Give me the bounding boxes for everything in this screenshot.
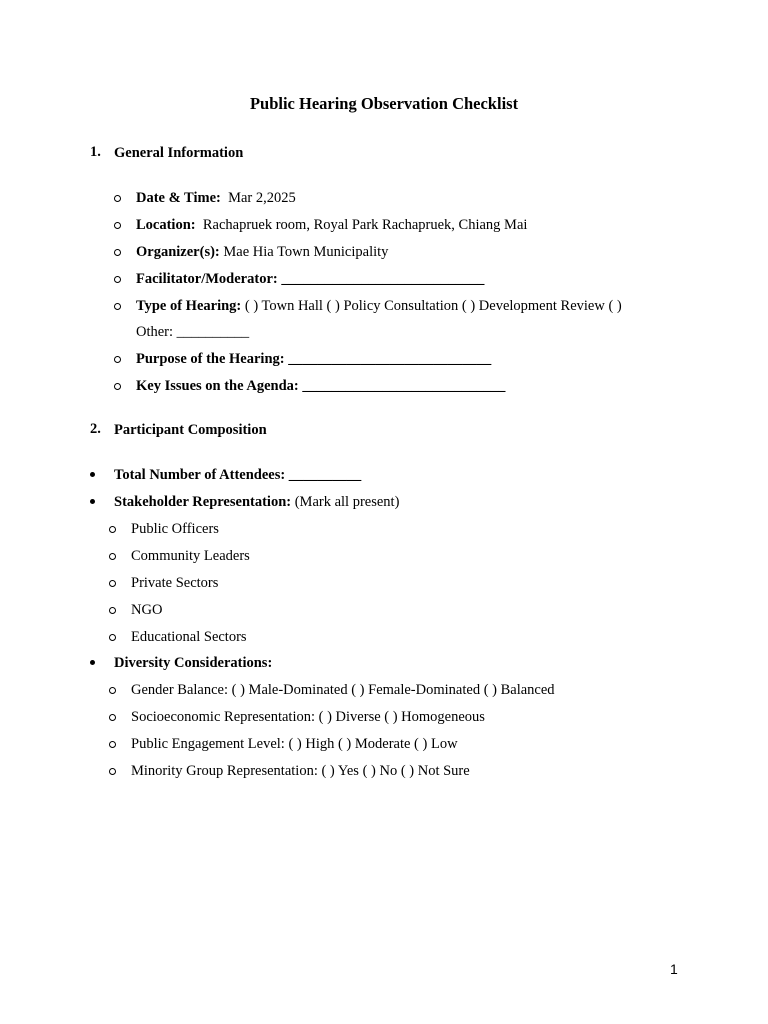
facilitator-item: Facilitator/Moderator: ____________________________	[136, 271, 485, 287]
circle-bullet-icon	[109, 526, 116, 533]
diversity-option: Public Engagement Level: ( ) High ( ) Moderate ( ) Low	[131, 736, 458, 752]
date-time-label: Date & Time:	[136, 190, 221, 206]
stakeholder-option: NGO	[131, 602, 163, 618]
circle-bullet-icon	[114, 195, 121, 202]
circle-bullet-icon	[109, 580, 116, 587]
location-item	[136, 216, 527, 234]
type-of-hearing-options: ( ) Town Hall ( ) Policy Consultation ( ) Development Review ( )	[244, 298, 622, 314]
circle-bullet-icon	[109, 607, 116, 614]
stakeholder-note: (Mark all present)	[294, 494, 400, 510]
circle-bullet-icon	[109, 714, 116, 721]
circle-bullet-icon	[114, 303, 121, 310]
purpose-item: Purpose of the Hearing: ____________________________	[136, 351, 492, 367]
circle-bullet-icon	[109, 634, 116, 641]
circle-bullet-icon	[114, 276, 121, 283]
circle-bullet-icon	[109, 687, 116, 694]
diversity-option: Socioeconomic Representation: ( ) Diverse ( ) Homogeneous	[131, 709, 485, 725]
circle-bullet-icon	[109, 553, 116, 560]
type-of-hearing-item	[136, 297, 622, 315]
circle-bullet-icon	[114, 249, 121, 256]
organizer-label: Organizer(s):	[136, 244, 220, 260]
location-value: Rachapruek room, Royal Park Rachapruek, Chiang Mai	[202, 217, 528, 233]
circle-bullet-icon	[114, 222, 121, 229]
stakeholder-label: Stakeholder Representation:	[114, 494, 292, 510]
stakeholder-option: Community Leaders	[131, 548, 250, 564]
bullet-icon	[90, 472, 95, 477]
circle-bullet-icon	[114, 383, 121, 390]
stakeholder-option: Public Officers	[131, 521, 219, 537]
page-number: 1	[670, 961, 678, 977]
location-label: Location:	[136, 217, 196, 233]
section-2-number: 2.	[90, 421, 101, 437]
type-of-hearing-other: Other: __________	[136, 324, 250, 340]
circle-bullet-icon	[109, 741, 116, 748]
diversity-heading: Diversity Considerations:	[114, 655, 273, 671]
circle-bullet-icon	[109, 768, 116, 775]
section-1-heading: General Information	[114, 145, 244, 161]
date-time-value: Mar 2,2025	[228, 190, 296, 206]
stakeholder-option: Educational Sectors	[131, 629, 247, 645]
section-1-number: 1.	[90, 144, 101, 160]
page-title: Public Hearing Observation Checklist	[249, 94, 519, 113]
type-of-hearing-label: Type of Hearing:	[136, 298, 242, 314]
circle-bullet-icon	[114, 356, 121, 363]
date-time-item	[136, 189, 296, 207]
diversity-option: Gender Balance: ( ) Male-Dominated ( ) Female-Dominated ( ) Balanced	[131, 682, 555, 698]
section-2-heading: Participant Composition	[114, 422, 267, 438]
bullet-icon	[90, 499, 95, 504]
key-issues-item: Key Issues on the Agenda: ____________________________	[136, 378, 506, 394]
stakeholder-option: Private Sectors	[131, 575, 219, 591]
stakeholder-item	[114, 493, 399, 511]
attendees-item: Total Number of Attendees: __________	[114, 467, 362, 483]
organizer-item	[136, 243, 388, 261]
bullet-icon	[90, 660, 95, 665]
organizer-value: Mae Hia Town Municipality	[223, 244, 389, 260]
diversity-option: Minority Group Representation: ( ) Yes ( ) No ( ) Not Sure	[131, 763, 470, 779]
